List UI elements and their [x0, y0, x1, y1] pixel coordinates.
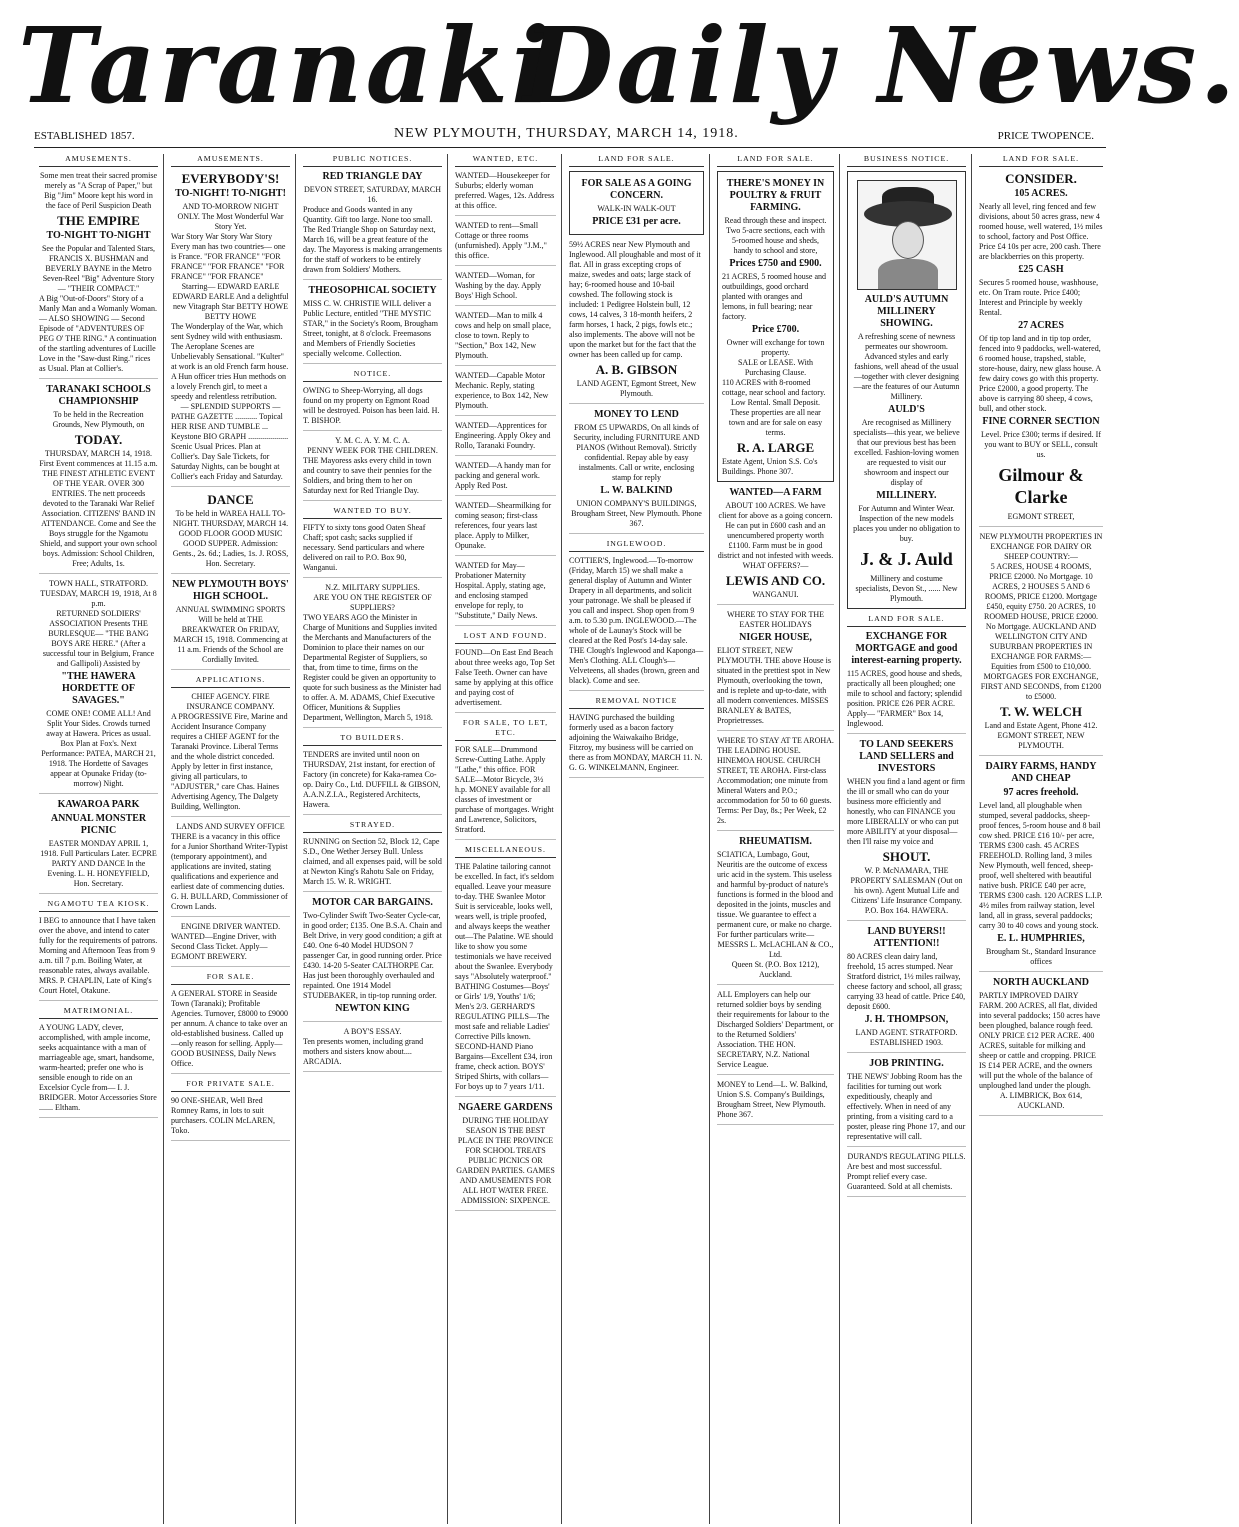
- wanted-item: WANTED—A handy man for packing and general work. Apply Red Post.: [455, 461, 556, 496]
- ad-body: HAVING purchased the building formerly used as a bacon factory adjoining the Waiwakaiho Bridge, Fitzroy, my business will be carried on there as from MONDAY, MARCH 11. N. G. G. WINKELMANN, Engineer.: [569, 713, 703, 772]
- column-land-for-sale-2: [712, 154, 840, 1524]
- private-sale-ad: [171, 1079, 290, 1141]
- ad-body: A Big "Out-of-Doors" Story of a Manly Man and a Womanly Woman. — ALSO SHOWING — Second Episode of "ADVENTURES OF PEG O' THE RING." A continuation of the startling adventures of Lucille Love in the "Saw-dust Ring." rices as Usual. Plan at Collier's.: [39, 294, 157, 373]
- ad-body: Brougham St., Standard Insurance offices: [986, 947, 1096, 966]
- ad-subtitle: MILLINERY.: [876, 490, 937, 501]
- ad-subtitle: FINE CORNER SECTION: [982, 416, 1100, 427]
- dance-ad: [171, 492, 290, 574]
- for-sale-ad: [171, 972, 290, 1074]
- kiosk-ad: [39, 899, 158, 1001]
- ad-body: AND TO-MORROW NIGHT ONLY. The Most Wonderful War Story Yet.: [177, 202, 284, 231]
- ad-subtitle: Low Rental. Small Deposit.: [730, 398, 821, 407]
- column-land-for-sale-3: [974, 154, 1108, 1524]
- ad-subtitle: SALE or LEASE. With Purchasing Clause.: [737, 358, 814, 377]
- lady-in-hat-illustration: [857, 180, 957, 290]
- ad-body: To be held in the Recreation Grounds, New Plymouth, on: [52, 410, 145, 429]
- wanted-item: WANTED to rent—Small Cottage or three rooms (unfurnished). Apply "J.M.," this office.: [455, 221, 556, 266]
- acres-ad: [569, 240, 704, 404]
- wanted-item: WANTED—Shearmilking for coming season; first-class references, four years last place. Apply to Milker, Opunake.: [455, 501, 556, 556]
- ad-body: War Story War Story War Story Every man has two countries— one is France. "FOR FRANCE" "FOR FRANCE" "FOR FRANCE" "FOR FRANCE" "FOR FRANCE": [171, 232, 286, 281]
- section-heading: FOR SALE, TO LET, ETC.: [455, 718, 556, 741]
- ad-body: COTTIER'S, Inglewood.—To-morrow (Friday, March 15) we shall make a general display of Autumn and Winter Drapery in all departments, and solicit your patronage. We shall be pleased if you call and inspect. Shop open from 9 a.m. to 5.30 p.m. INGLEWOOD.—The whole of de Launay's Stock will be cleared at the Red Post's 14-day sale. THE Clough's Inglewood and Kaponga—Men's Clothing. ALL Clough's—Velveteens, all shades (brown, green and black). Come and see.: [569, 556, 704, 685]
- ad-body: SCIATICA, Lumbago, Gout, Neuritis are the outcome of excess uric acid in the system. This useless and harmful by-product of nature's functions is formed in the blood and deposited in the joints, muscles and tissue. We guarantee to effect a permanent cure, or make no charge. For further particulars write—: [717, 850, 833, 939]
- ad-body: ABOUT 100 ACRES. We have client for above as a going concern. He can put in £600 cash and an unencumbered property worth £1100. Farm must be in good district and not infested with weeds. WHAT OFFERS?—: [717, 501, 834, 570]
- ad-subtitle: ARE YOU ON THE REGISTER OF SUPPLIERS?: [313, 593, 432, 612]
- ad-title: STRAYED.: [303, 820, 442, 833]
- ad-body: Produce and Goods wanted in any Quantity. Gift too large. None too small. The Red Triangle Shop on Saturday next, March 16, will be a great feature of the day. The Mayoress is making arrangements for the staff of workers to be entirely drawn from Soldiers' Mothers.: [303, 205, 442, 274]
- wanted-item: WANTED—Woman, for Washing by the day. Apply Boys' High School.: [455, 271, 556, 306]
- ad-body: UNION COMPANY'S BUILDINGS, Brougham Street, New Plymouth. Phone 367.: [571, 499, 702, 528]
- ad-title: REMOVAL NOTICE: [569, 696, 704, 709]
- ad-body: Millinery and costume specialists, Devon St., ...... New Plymouth.: [855, 574, 958, 603]
- auld-millinery-ad: [847, 171, 966, 609]
- ad-body: I BEG to announce that I have taken over the above, and intend to cater fully for the requirements of patrons. Morning and Afternoon Teas from 9 a.m. till 7 p.m. Boiling Water, at reasonable rates, always available. MRS. P. CHAPLIN, Late of King's Court Hotel, Otakune.: [39, 916, 158, 995]
- ad-body: These properties are all near town and are for sale on easy terms.: [728, 408, 823, 437]
- ad-title: NGAERE GARDENS: [458, 1102, 553, 1113]
- wanted-item: WANTED for May—Probationer Maternity Hospital. Apply, stating age, and enclosing stamped envelope for reply, to "Substitute," Daily News.: [455, 561, 556, 626]
- ad-body: ANNUAL SWIMMING SPORTS Will be held at THE BREAKWATER On FRIDAY, MARCH 15, 1918. Commencing at 11 a.m. Friends of the School are Cordially Invited.: [173, 605, 288, 664]
- ad-body: EASTER MONDAY APRIL 1, 1918. Full Particulars Later. ECPRE PARTY AND DANCE In the Evening. L. H. HONEYFIELD, Hon. Secretary.: [40, 839, 157, 888]
- land-seekers-ad: [847, 739, 966, 921]
- ad-body: THE Mayoress asks every child in town and country to save their pennies for the Soldiers, and bring them to her on Saturday next for Red Triangle Day.: [303, 456, 432, 495]
- kawaroa-ad: [39, 799, 158, 894]
- ad-body: RETURNED SOLDIERS' ASSOCIATION Presents THE BURLESQUE— "THE BANG BOYS ARE HERE." (After a successful tour in Belgium, France and Gallipoli) Assisted by: [42, 609, 155, 668]
- everybodys-ad: [171, 171, 290, 487]
- ad-body: RUNNING on Section 52, Block 12, Cape S.D., One Wether Jersey Bull. Unless claimed, and all expenses paid, will be sold at Newton King's Rahotu Sale on Friday, March 15. W. R. WRIGHT.: [303, 837, 442, 886]
- face-shape: [892, 221, 924, 259]
- ad-title: N.Z. MILITARY SUPPLIES.: [325, 583, 420, 592]
- properties-exchange-ad: [979, 532, 1103, 756]
- ad-title: EVERYBODY'S!: [181, 171, 280, 186]
- ad-price: Prices £750 and £900.: [729, 258, 822, 269]
- lands-office-ad: [171, 822, 290, 917]
- ad-title: THEOSOPHICAL SOCIETY: [308, 285, 437, 296]
- ad-body: 5 ACRES, HOUSE 4 ROOMS, PRICE £2000. No Mortgage. 10 ACRES, 2 HOUSES 5 AND 6 ROOMS, PRICE £1200. Mortgage £450, equity £750. 20 ACRES, 10 ROOMED HOUSE, PRICE £2000. No Mortgage. AUCKLAND AND WELLINGTON CITY AND SUBURBAN PROPERTIES IN EXCHANGE FOR FARMS:— Equities from £500 to £10,000. MORTGAGES FOR EXCHANGE, FIRST AND SECONDS, from £1200 to £5000.: [980, 562, 1102, 701]
- notice-ad: [303, 369, 442, 431]
- ad-body: A PROGRESSIVE Fire, Marine and Accident Insurance Company requires a CHIEF AGENT for the Taranaki Province. Liberal Terms and the whole district conceded. Apply by letter in first instance, giving all particulars, to "ADJUSTER," care Chas. Haines Advertising Agency, The Dalgety Building, Wellington.: [171, 712, 288, 811]
- ad-subtitle: — SPLENDID SUPPORTS —: [180, 402, 281, 411]
- ad-body: To be held in WAREA HALL TO-NIGHT. THURSDAY, MARCH 14. GOOD FLOOR GOOD MUSIC GOOD SUPPER. Admission: Gents., 2s. 6d.; Ladies, 1s. J. ROSS, Hon. Secretary.: [172, 509, 289, 568]
- ad-title: MATRIMONIAL.: [39, 1006, 158, 1019]
- ad-body: TWO YEARS AGO the Minister in Charge of Munitions and Supplies invited the Merchants and Manufacturers of the Dominion to place their names on our Departmental Register of Suppliers, so that, from time to time, firms on the Register could be given an opportunity to quote for such business as the Minister had to offer. A. M. ADAMS, Chief Executive Officer, Munitions & Supplies Department, Wellington, March 5, 1918.: [303, 613, 441, 722]
- ad-signature: E. L. HUMPHRIES,: [997, 933, 1085, 944]
- section-heading: INGLEWOOD.: [569, 539, 704, 552]
- ad-subtitle: PENNY WEEK FOR THE CHILDREN.: [307, 446, 438, 455]
- ad-subtitle: WALK-IN WALK-OUT: [597, 204, 676, 213]
- ad-body: OWING to Sheep-Worrying, all dogs found on my property on Egmont Road will be destroyed. Poison has been laid. H. T. BISHOP.: [303, 386, 440, 425]
- masthead-title-word-1: Taranaki: [18, 4, 554, 127]
- ad-subtitle: 105 ACRES.: [1014, 188, 1068, 199]
- section-heading: APPLICATIONS.: [171, 675, 290, 688]
- ad-title: RED TRIANGLE DAY: [322, 171, 423, 182]
- wanted-to-buy-ad: [303, 506, 442, 578]
- ad-body: FROM £5 UPWARDS, On all kinds of Security, including FURNITURE AND PIANOS (Without Removal). Strictly confidential. Repay able by easy instalments. Call or write, enclosing stamp for reply: [573, 423, 700, 482]
- ad-body: MISS C. W. CHRISTIE WILL deliver a Public Lecture, entitled "THE MYSTIC STAR," in the Society's Room, Brougham Street, tonight, at 8 o'clock. Freemasons and Members of Friendly Societies specially welcome. Collection.: [303, 299, 438, 358]
- column-heading: AMUSEMENTS.: [39, 154, 158, 167]
- ad-body: See the Popular and Talented Stars, FRANCIS X. BUSHMAN and BEVERLY BAYNE in the Metro Seven-Reel "Big" Adventure Story— "THEIR COMPACT.": [41, 244, 156, 293]
- ad-body: THE Palatine tailoring cannot be excelled. In fact, it's seldom equalled. Leave your measure to-day. THE Swanlee Motor Suit is serviceable, looks well, wears well, is triple proofed, and always keeps the weather out—The Palatine. WE should like to show you some testimonials we have received about the Swanlee. Everybody says "Absolutely waterproof." BATHING Costumes—Boys' or Girls' 1/9, Youths' 1/6; Men's 2/3. GERHARD'S REGULATING PILLS—The most safe and reliable Ladies' Corrective Pills known. SECOND-HAND Piano Bargains—Excellent £34, iron frame, check action. BOYS' Striped Shirts, with collars—For boys up to 7 years 1/11.: [455, 862, 554, 1091]
- ad-subtitle: DEVON STREET, SATURDAY, MARCH 16.: [304, 185, 441, 204]
- ad-subtitle: AULD'S: [888, 404, 925, 415]
- ad-body: DURING THE HOLIDAY SEASON IS THE BEST PLACE IN THE PROVINCE FOR SCHOOL TREATS PUBLIC PICNICS OR GARDEN PARTIES. GAMES AND AMUSEMENTS FOR ALL HOT WATER FREE. ADMISSION: SIXPENCE.: [456, 1116, 555, 1205]
- ad-title: MONEY TO LEND: [594, 409, 679, 420]
- ad-body: FIFTY to sixty tons good Oaten Sheaf Chaff; spot cash; sacks supplied if necessary. Send particulars and where delivered on rail to P.O. Box 90, Wanganui.: [303, 523, 426, 572]
- strayed-ad: [303, 820, 442, 892]
- ad-body: Are recognised as Millinery specialists—this year, we believe that our previous best has been excelled. Fashion-loving women are requested to visit our showroom and inspect our display of: [853, 418, 960, 487]
- ngaere-gardens-ad: [455, 1102, 556, 1211]
- column-heading: WANTED, ETC.: [455, 154, 556, 167]
- ad-title: THE EMPIRE: [57, 213, 140, 228]
- ad-title: EXCHANGE FOR MORTGAGE and good interest-earning property.: [851, 631, 962, 666]
- column-land-for-sale-1: [564, 154, 710, 1524]
- ad-title: NORTH AUCKLAND: [992, 977, 1090, 988]
- ad-title: CONSIDER.: [1005, 171, 1077, 186]
- ad-subtitle: £25 CASH: [1018, 264, 1064, 275]
- date-text: NEW PLYMOUTH, THURSDAY, MARCH 14, 1918.: [394, 126, 739, 141]
- established-text: ESTABLISHED 1857.: [34, 130, 135, 142]
- ad-body: A GENERAL STORE in Seaside Town (Taranaki); Profitable Agencies. Turnover, £8000 to £9000 per annum. A chance to take over an old-established business. Called up—only reason for selling. Apply— GOOD BUSINESS, Daily News Office.: [171, 989, 289, 1068]
- column-business-notice: [842, 154, 972, 1524]
- job-printing-ad: [847, 1058, 966, 1147]
- ad-body: Two-Cylinder Swift Two-Seater Cycle-car, in good order; £135. One B.S.A. Chain and Belt Drive, in very good condition; a gift at £40. One 6-40 Model HUDSON 7 passenger Car, in good running order. Price £430. 14-20 5-Seater CALTHORPE Car. Has just been thoroughly overhauled and repainted. One 1914 Model STUDEBAKER, in tip-top running order.: [303, 911, 442, 1000]
- for-sale-section: [455, 718, 556, 840]
- ad-title: AULD'S AUTUMN MILLINERY SHOWING.: [864, 294, 949, 329]
- ad-title: MOTOR CAR BARGAINS.: [312, 897, 433, 908]
- going-concern-ad: [569, 171, 704, 235]
- masthead-title-word-2: Daily: [523, 4, 836, 127]
- ad-body: 115 ACRES, good house and sheds, practically all been ploughed; one mile to school and factory; splendid position. PRICE £26 PER ACRE. Apply— "FARMER" Box 14, Inglewood.: [847, 669, 963, 728]
- wanted-item: WANTED—Apprentices for Engineering. Apply Okey and Rollo, Taranaki Foundry.: [455, 421, 556, 456]
- ad-title: KAWAROA PARK: [57, 799, 140, 810]
- column-heading: PUBLIC NOTICES.: [303, 154, 442, 167]
- ad-title: NEW PLYMOUTH PROPERTIES IN EXCHANGE FOR DAIRY OR SHEEP COUNTRY:—: [979, 532, 1103, 561]
- ad-subtitle: ANNUAL MONSTER PICNIC: [50, 813, 147, 836]
- ad-title: DAIRY FARMS, HANDY AND CHEAP: [985, 761, 1097, 784]
- column-wanted: [450, 154, 562, 1524]
- ad-signature: J. & J. Auld: [860, 549, 953, 569]
- consider-ad: [979, 171, 1103, 527]
- ad-body: Of tip top land and in tip top order, fenced into 9 paddocks, well-watered, 6 roomed house, trapshed, stable, store-house, dairy, new glass house. A few dairy cows go with this property. Price £2000, a good property. The above is carrying 80 sheep, 4 cows, bull, and other stock.: [979, 334, 1101, 413]
- column-heading: BUSINESS NOTICE.: [847, 154, 966, 167]
- wanted-item: WANTED—Capable Motor Mechanic. Reply, stating experience, to Box 142, New Plymouth.: [455, 371, 556, 416]
- ad-title: TO LAND SEEKERS LAND SELLERS and INVESTORS: [859, 739, 954, 774]
- schools-ad: [39, 384, 158, 574]
- ad-title: WANTED—A FARM: [729, 487, 822, 498]
- ad-subtitle: 97 acres freehold.: [1003, 787, 1079, 798]
- ad-title: LAND BUYERS!! ATTENTION!!: [867, 926, 946, 949]
- ad-title: FOR SALE AS A GOING CONCERN.: [581, 178, 692, 201]
- ad-title: DANCE: [207, 492, 254, 507]
- column-amusements-1: [34, 154, 164, 1524]
- ad-title: Y. M. C. A. Y. M. C. A.: [335, 436, 410, 445]
- dairy-farms-ad: [979, 761, 1103, 972]
- wanted-item: WANTED—Housekeeper for Suburbs; elderly woman preferred. Wages, 12s. Address at this office.: [455, 171, 556, 216]
- lost-found-section: [455, 631, 556, 713]
- ad-body: PARTLY IMPROVED DAIRY FARM. 200 ACRES, all flat, divided into several paddocks; 150 acres have been ploughed, balance rough feed. ONLY PRICE £12 PER ACRE. 400 ACRES, suitable for milking and sheep or cattle and cropping. PRICE IS £14 PER ACRE, and the owners will put the whole of the balance of unploughed land under the plough.: [979, 991, 1101, 1090]
- exchange-ad: [847, 614, 966, 734]
- wanted-item: WANTED—Man to milk 4 cows and help on small place, close to town. Reply to "Section," Box 142, New Plymouth.: [455, 311, 556, 366]
- ad-title: TARANAKI SCHOOLS CHAMPIONSHIP: [46, 384, 151, 407]
- rsa-ad: [39, 579, 158, 794]
- ad-body: FOUND—On East End Beach about three weeks ago, Top Set False Teeth. Owner can have same by applying at this office and paying cost of advertisement.: [455, 648, 555, 707]
- theosophical-ad: [303, 285, 442, 364]
- ad-intro: Some men treat their sacred promise merely as "A Scrap of Paper," but Big "Jim" Moore kept his word in the face of Peril Suspicion Death: [39, 171, 158, 210]
- ad-title: A BOY'S ESSAY.: [343, 1027, 402, 1036]
- ad-body: A refreshing scene of newness permeates our showroom. Advanced styles and early fashions, well ahead of the usual—together with clever designing—are the features of our Autumn Millinery.: [853, 332, 960, 401]
- ad-body: FOR SALE—Drummond Screw-Cutting Lathe. Apply "Lathe," this office. FOR SALE—Motor Bicycle, 3½ h.p. MONEY available for all classes of investment or purchase of mortgages. Wright and Lawrence, Solicitors, Stratford.: [455, 745, 554, 834]
- durands-pills-ad: [847, 1152, 966, 1197]
- ad-signature: R. A. LARGE: [736, 440, 815, 455]
- wanted-farm-ad: [717, 487, 834, 605]
- ad-body: W. P. McNAMARA, THE PROPERTY SALESMAN (Out on his own). Agent Mutual Life and Citizens' Life Insurance Company. P.O. Box 164. HAWERA.: [850, 866, 963, 915]
- ad-body: THERE is a vacancy in this office for a Junior Shorthand Writer-Typist (temporary appointment), and applications are invited, stating qualifications and experience and earliest date of commencing duties. G. H. BULLARD, Commissioner of Crown Lands.: [171, 832, 288, 911]
- motor-car-ad: [303, 897, 442, 1022]
- engine-driver-ad: [171, 922, 290, 967]
- ad-subtitle: SHOUT.: [882, 849, 931, 864]
- ad-title: ENGINE DRIVER WANTED.: [180, 922, 281, 931]
- ad-body: THURSDAY, MARCH 14, 1918. First Event commences at 11.15 a.m. THE FINEST ATHLETIC EVENT OF THE YEAR. OVER 300 ENTRIES. The nett proceeds devoted to the Taranaki War Relief Association. CITIZENS' BAND IN ATTENDANCE. Come and See the Boys struggle for the Ngamotu Shield, and support your own school boys. Admission: School Children, Free; Adults, 1s.: [39, 449, 158, 568]
- land-buyers-ad: [847, 926, 966, 1053]
- ad-body: 110 ACRES with 8-roomed cottage, near school and factory.: [722, 378, 826, 397]
- miscellaneous-section: [455, 845, 556, 1097]
- ad-title: TODAY.: [74, 432, 123, 447]
- ymca-ad: [303, 436, 442, 501]
- ad-body: Owner will exchange for town property.: [726, 338, 825, 357]
- ad-body: LAND AGENT. STRATFORD. ESTABLISHED 1903.: [855, 1028, 958, 1047]
- column-amusements-2: [166, 154, 296, 1524]
- ad-body: The Wonderplay of the War, which sent Sydney wild with enthusiasm. The Aeroplane Scenes are Unbelievably Sensational. "Kulter" at work is an old French farm house. A Hun officer tries Hun methods on a lovely French girl, to meet a speedy and relentless retribution.: [171, 322, 289, 401]
- inglewood-section: [569, 539, 704, 691]
- ad-signature: MESSRS L. McLACHLAN & CO., Ltd.: [717, 940, 834, 959]
- ad-body: Level land, all ploughable when stumped, several paddocks, sheep-proof fences, 5-room house and 8 bail cow shed. PRICE £16 10/- per acre, TERMS £300 cash. 45 ACRES FREEHOLD. Rolling land, 3 miles New Plymouth, well fenced, sheep-proof, well sheltered with beautiful native bush. PRICE £40 per acre, TERMS £300 cash. 120 ACRES L.I.P. 4½ miles from railway station, level land, all in grass, several paddocks; carry 30 to 40 cows and young stock.: [979, 801, 1103, 930]
- ad-body: ELIOT STREET, NEW PLYMOUTH. THE above House is situated in the prettiest spot in New Plymouth, overlooking the town, and is replete and up-to-date, with all modern conveniences. MISSES BRANLEY & BATES, Proprietresses.: [717, 646, 831, 725]
- ad-title: "THE HAWERA HORDETTE OF SAVAGES.": [61, 671, 136, 706]
- boys-high-ad: [171, 579, 290, 670]
- ad-signature: A. LIMBRICK, Box 614, AUCKLAND.: [999, 1091, 1083, 1110]
- masthead-title-word-3: News.: [878, 4, 1239, 127]
- ad-body: For Autumn and Winter Wear. Inspection of the new models places you under no obligation to buy.: [853, 504, 960, 543]
- shoulders-shape: [878, 259, 938, 289]
- builders-ad: [303, 733, 442, 815]
- dateline: [34, 126, 1106, 148]
- ad-title: LANDS AND SURVEY OFFICE: [176, 822, 285, 831]
- ad-body: TENDERS are invited until noon on THURSDAY, 21st instant, for erection of Factory (in concrete) for Kaka-ramea Co-op. Dairy Co., Ltd. DUFFILL & GIBSON, A.A.N.Z.I.A., Registered Architects, Hawera.: [303, 750, 441, 809]
- applications-section: [171, 675, 290, 817]
- masthead: [18, 4, 1239, 127]
- ad-body: LAND AGENT, Egmont Street, New Plymouth.: [576, 379, 697, 398]
- ad-title: FOR PRIVATE SALE.: [171, 1079, 290, 1092]
- column-heading: LAND FOR SALE.: [717, 154, 834, 167]
- ad-signature: L. W. BALKIND: [600, 485, 673, 496]
- ad-body: WHEN you find a land agent or firm the ill or small who can do your business more efficiently and honestly, who can FINANCE you more LIBERALLY or who can put more ABILITY at your disposal—then I'll raise my voice and: [847, 777, 965, 846]
- ad-body: THE NEWS' Jobbing Room has the facilities for turning out work expeditiously, cheaply and effectively. When in need of any printing, from a visiting card to a poster, please ring Phone 17, and our representative will call.: [847, 1072, 966, 1141]
- ad-signature: NEWTON KING: [335, 1003, 410, 1014]
- money-lend-ad: MONEY to Lend—L. W. Balkind, Union S.S. Company's Buildings, Brougham Street, New Plymouth. Phone 367.: [717, 1080, 834, 1125]
- section-heading: MISCELLANEOUS.: [455, 845, 556, 858]
- ad-body: A YOUNG LADY, clever, accomplished, with ample income, seeks acquaintance with a man of marriageable age, smart, handsome, warm-hearted; prefer one who is sensible enough to ride on an Excelsior Cycle from— I. J. BRIDGER. Motor Accessories Store ....... Eltham.: [39, 1023, 157, 1112]
- ad-body: 90 ONE-SHEAR, Well Bred Romney Rams, in lots to suit purchasers. COLIN McLAREN, Toko.: [171, 1096, 275, 1135]
- ad-subtitle: TO-NIGHT TO-NIGHT: [46, 230, 151, 241]
- ad-body: 59½ ACRES near New Plymouth and Inglewood. All ploughable and most of it flat. All in grass excepting crops of maize, swedes and oats; large stack of hay; 6-roomed house and 10-bail cowshed. The following stock is included: 1 Pedigree Holstein bull, 12 cows, 14 calves, 3 18-month heifers, 2 farm horses, 1 hack, 2 pigs, fowls etc.; also implements. The above will not be upon the market but for the fact that the owner has been called up for camp.: [569, 240, 701, 359]
- ad-title: WANTED TO BUY.: [303, 506, 442, 519]
- ad-title: RHEUMATISM.: [739, 836, 812, 847]
- ad-price: PRICE £31 per acre.: [592, 216, 681, 227]
- red-triangle-ad: [303, 171, 442, 280]
- ad-body: 80 ACRES clean dairy land, freehold, 15 acres stumped. Near Stratford district, 1½ miles railway, cheese factory and school, all grass; carrying 33 head of cattle. Price £40, deposit £600.: [847, 952, 966, 1011]
- column-public-notices: [298, 154, 448, 1524]
- ad-body: Queen St. (P.O. Box 1212), Auckland.: [731, 960, 820, 979]
- ad-signature: A. B. GIBSON: [595, 362, 678, 377]
- column-heading: LAND FOR SALE.: [569, 154, 704, 167]
- column-heading: LAND FOR SALE.: [979, 154, 1103, 167]
- ad-body: Are best and most successful. Prompt relief every case. Guaranteed. Sold at all chemists.: [847, 1162, 953, 1191]
- ad-title: DURAND'S REGULATING PILLS.: [847, 1152, 966, 1161]
- ad-subtitle: WHERE TO STAY FOR THE EASTER HOLIDAYS: [727, 610, 824, 629]
- boys-essay-ad: [303, 1027, 442, 1072]
- ad-body: WANGANUI.: [752, 590, 799, 599]
- ad-signature: J. H. THOMPSON,: [864, 1014, 949, 1025]
- ad-title: FOR SALE.: [171, 972, 290, 985]
- ad-title: TO BUILDERS.: [303, 733, 442, 746]
- ad-title: NIGER HOUSE,: [739, 632, 812, 643]
- empire-ad: [39, 171, 158, 379]
- matrimonial-ad: [39, 1006, 158, 1118]
- ad-body: WANTED—Engine Driver, with Second Class Ticket. Apply— EGMONT BREWERY.: [171, 932, 277, 961]
- ad-body: Estate Agent, Union S.S. Co's Buildings. Phone 307.: [722, 457, 818, 476]
- hinemoa-ad: [717, 736, 834, 831]
- niger-house-ad: [717, 610, 834, 731]
- ad-signature: T. W. WELCH: [1000, 704, 1082, 719]
- ad-signature: Gilmour & Clarke: [998, 465, 1084, 507]
- military-supplies-ad: [303, 583, 442, 728]
- column-heading: AMUSEMENTS.: [171, 154, 290, 167]
- ad-body: Secures 5 roomed house, washhouse, etc. On Tram route. Price £400; Interest and Principle by weekly Rental.: [979, 278, 1099, 317]
- ad-body: Starring— EDWARD EARLE EDWARD EARLE And a delightful new Vitagraph Star BETTY HOWE BETTY HOWE: [172, 282, 289, 321]
- ad-body: Land and Estate Agent, Phone 412. EGMONT STREET, NEW PLYMOUTH.: [984, 721, 1098, 750]
- ad-subtitle: CHIEF AGENCY. FIRE INSURANCE COMPANY.: [186, 692, 275, 711]
- ad-title: NGAMOTU TEA KIOSK.: [39, 899, 158, 912]
- money-to-lend-ad: [569, 409, 704, 534]
- ad-body: COME ONE! COME ALL! And Split Your Sides. Crowds turned away at Hawera. Prices as usual. Box Plan at Fox's. Next Performance: PATEA, MARCH 21, 1918. The Hordette of Savages appear at Opunake Friday (to-morrow) Night.: [41, 709, 156, 788]
- ad-title: THERE'S MONEY IN POULTRY & FRUIT FARMING.: [726, 178, 825, 213]
- ad-price: Price £700.: [751, 324, 800, 335]
- rheumatism-ad: [717, 836, 834, 985]
- employers-ad: ALL Employers can help our returned soldier boys by sending their requirements for labour to the Discharged Soldiers' Department, or to the Returned Soldiers' Association. THE HON. SECRETARY, N.Z. National Service League.: [717, 990, 834, 1075]
- price-text: PRICE TWOPENCE.: [997, 130, 1094, 142]
- removal-notice-ad: [569, 696, 704, 778]
- ad-signature: LEWIS AND CO.: [725, 573, 826, 588]
- ad-body: PATHE GAZETTE ........... Topical HER RISE AND TUMBLE ... Keystone BIO GRAPH .................... Scenic Usual Prices. Plan at Collier's. Day Sale Tickets, for Saturday Nights, can be bought at Collier's each Friday and Saturday.: [171, 412, 289, 481]
- poultry-ad: [717, 171, 834, 482]
- ad-subtitle: TO-NIGHT! TO-NIGHT!: [175, 188, 286, 199]
- ad-subtitle: 27 ACRES: [1018, 320, 1064, 331]
- ad-title: WHERE TO STAY AT TE AROHA.: [717, 736, 834, 745]
- ad-title: NOTICE.: [303, 369, 442, 382]
- ad-body: Read through these and inspect. Two 5-acre sections, each with 5-roomed house and sheds, handy to school and store,: [724, 216, 827, 255]
- ad-body: 21 ACRES, 5 roomed house and outbuildings, good orchard planted with oranges and lemons, in full bearing; near factory.: [722, 272, 826, 321]
- ad-body: THE LEADING HOUSE. HINEMOA HOUSE. CHURCH STREET, TE AROHA. First-class Accommodation; one minute from Mineral Waters and P.O.; accommodation for 50 to 60 guests. Terms: Per Day, 8s.; Per Week, £2 2s.: [717, 746, 832, 825]
- section-heading: LOST AND FOUND.: [455, 631, 556, 644]
- section-heading: LAND FOR SALE.: [847, 614, 966, 627]
- ad-body: Level. Price £300; terms if desired. If you want to BUY or SELL, consult us.: [981, 430, 1101, 459]
- north-auckland-ad: [979, 977, 1103, 1116]
- ad-body: Nearly all level, ring fenced and few divisions, about 50 acres grass, new 4 roomed house, well watered, 1½ miles to school, factory and Post Office. Price £4 10s per acre, 200 cash. There are blackberries on this property.: [979, 202, 1103, 261]
- ad-title: NEW PLYMOUTH BOYS' HIGH SCHOOL.: [172, 579, 289, 602]
- ad-subtitle: TOWN HALL, STRATFORD. TUESDAY, MARCH 19, 1918, At 8 p.m.: [40, 579, 157, 608]
- ad-body: EGMONT STREET,: [1007, 512, 1075, 521]
- ad-body: Ten presents women, including grand mothers and sisters know about.... ARCADIA.: [303, 1037, 424, 1066]
- ad-title: JOB PRINTING.: [869, 1058, 944, 1069]
